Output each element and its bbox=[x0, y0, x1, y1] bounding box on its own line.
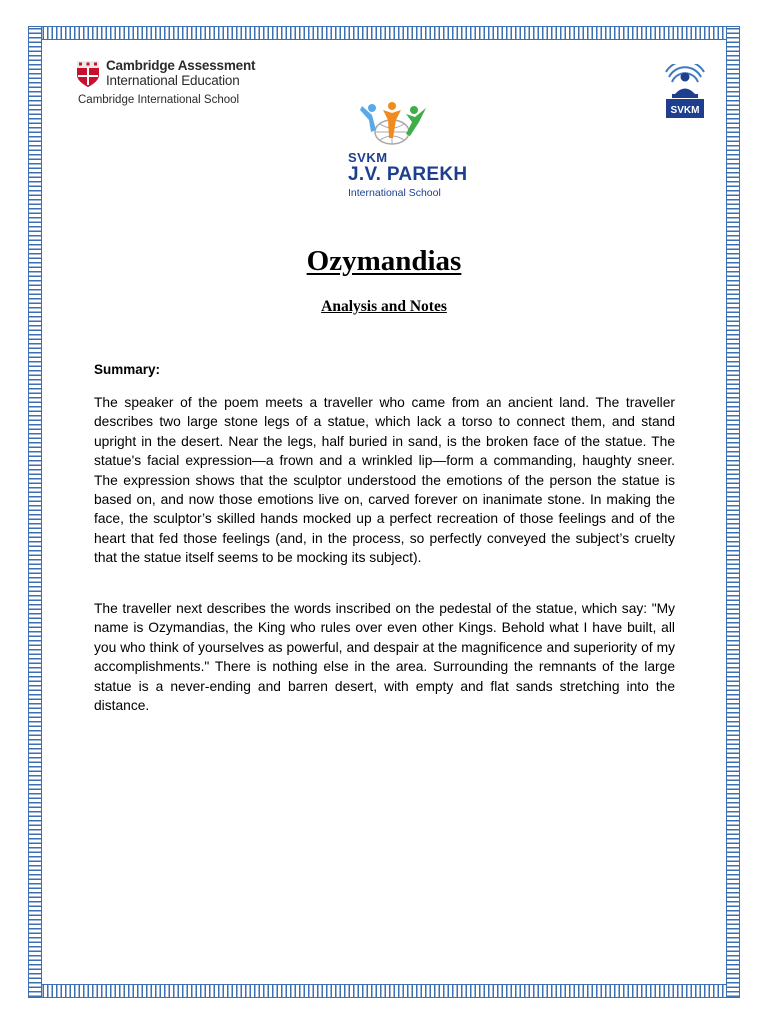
cambridge-shield-icon bbox=[76, 60, 100, 88]
svkm-badge-text: SVKM bbox=[670, 105, 700, 116]
document-title: Ozymandias bbox=[306, 245, 462, 277]
cambridge-logo bbox=[76, 58, 276, 110]
cambridge-line-2: International Education bbox=[106, 73, 240, 88]
school-name: J.V. PAREKH bbox=[348, 164, 468, 185]
school-subtitle: International School bbox=[348, 187, 441, 199]
border-top bbox=[28, 26, 740, 40]
cambridge-line-3: Cambridge International School bbox=[78, 94, 240, 106]
summary-paragraph-1: The speaker of the poem meets a traveller who came from an ancient land. The traveller describes two large stone legs of a statue, which lack a torso to connect them, and stand upright in the desert. Near the legs, half buried in sand, is the broken face of the statue. The statue's facial expression—a frown and a wrinkled lip—form a commanding, haughty sneer. The expression shows that the sculptor understood the emotions of the person the statue is based on, and now those emotions live on, carved forever on inanimate stone. In making the face, the sculptor’s skilled hands mocked up a perfect recreation of those feelings and of the heart that fed those feelings (and, in the process, so perfectly conveyed the subject’s cruelty that the statue itself seems to be mocking its subject). bbox=[94, 395, 675, 566]
border-left bbox=[28, 26, 42, 998]
cambridge-line-1: Cambridge Assessment bbox=[106, 58, 256, 73]
jvp-svkm-text: SVKM bbox=[348, 150, 388, 165]
summary-heading: Summary: bbox=[94, 362, 161, 377]
document-subtitle: Analysis and Notes bbox=[321, 298, 447, 315]
border-bottom bbox=[28, 984, 740, 998]
jv-parekh-logo bbox=[344, 100, 468, 204]
summary-paragraph-2: The traveller next describes the words inscribed on the pedestal of the statue, which say: "My name is Ozymandias, the King who rules over even other Kings. Behold what I have built, all you who think of yourselves as powerful, and despair at the magnificence and superiority of my accomplishments." There is nothing else in the area. Surrounding the remnants of the large statue is a never-ending and barren desert, with empty and flat sands stretching into the distance. bbox=[94, 601, 675, 714]
border-right bbox=[726, 26, 740, 998]
jvp-figures-icon bbox=[352, 100, 442, 156]
svkm-logo bbox=[662, 64, 708, 120]
